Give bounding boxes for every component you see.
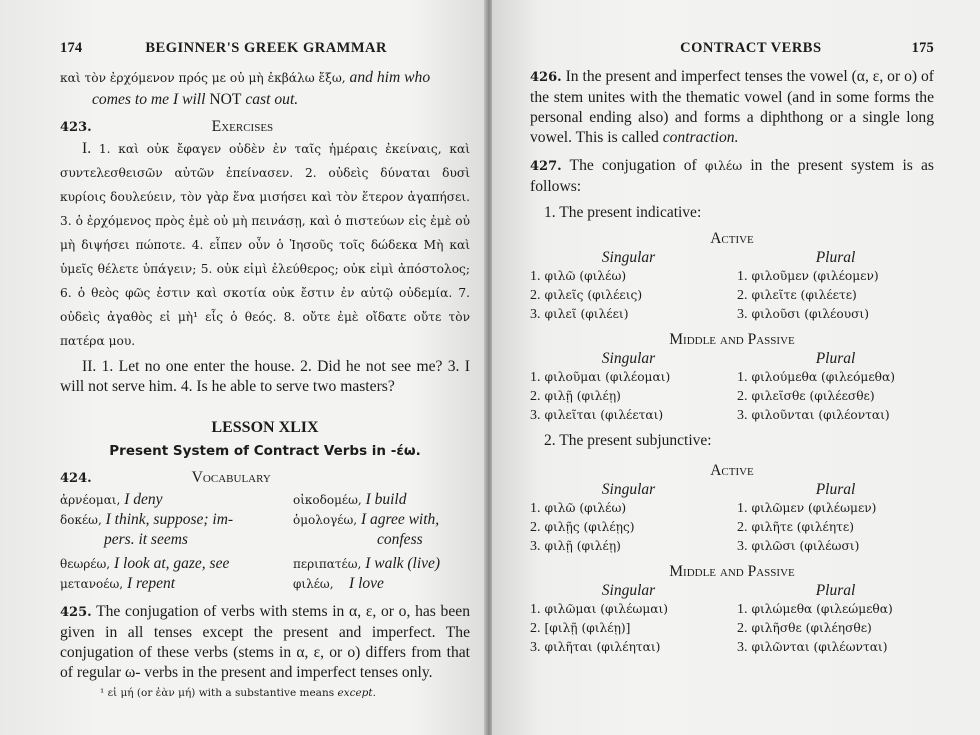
plural-forms — [737, 267, 934, 324]
verb-form: 3. φιλῆται (φιλέηται) — [530, 640, 661, 655]
verb-form: 1. φιλοῦμαι (φιλέομαι) — [530, 370, 671, 385]
verb-form: 1. φιλῶ (φιλέω) — [530, 269, 627, 284]
plural-forms — [737, 368, 934, 425]
verb-form: 3. φιλοῦνται (φιλέονται) — [737, 408, 890, 423]
plural-forms — [737, 600, 934, 657]
running-title-left: BEGINNER'S GREEK GRAMMAR — [145, 40, 387, 56]
vocab-entry: φιλέω, I love — [293, 575, 384, 592]
vocab-entry-continuation: pers. it seems — [104, 531, 188, 548]
page-number-right: 175 — [911, 40, 934, 56]
verb-form: 1. φιλῶμεν (φιλέωμεν) — [737, 501, 877, 516]
exercises-heading-row — [60, 116, 470, 137]
left-page-header — [60, 40, 470, 57]
singular-forms — [530, 499, 727, 556]
column-head-singular: Singular — [601, 350, 656, 367]
vocab-entry: ὁμολογέω, I agree with, — [293, 511, 440, 528]
section-425-number: 425. — [60, 605, 92, 620]
indicative-middle-table — [530, 349, 934, 425]
verb-form: 3. φιλεῖται (φιλέεται) — [530, 408, 664, 423]
footnote-greek: εἰ μή (or ἐὰν μή) — [107, 687, 196, 699]
plural-forms — [737, 499, 934, 556]
column-head-singular: Singular — [601, 582, 656, 599]
column-head-plural: Plural — [815, 350, 856, 367]
vocabulary-list — [60, 490, 470, 594]
lesson-subtitle: Present System of Contract Verbs in -έω. — [109, 443, 421, 459]
subjunctive-active-table — [530, 480, 934, 556]
indicative-active-voice: Active — [710, 230, 754, 247]
indicative-middle-voice: Middle and Passive — [669, 331, 795, 348]
exercises-part-one-label: I. — [82, 140, 92, 157]
column-head-plural: Plural — [815, 249, 856, 266]
verb-form: 2. φιλῇ (φιλέῃ) — [530, 389, 621, 404]
vocabulary-heading-row — [60, 467, 470, 488]
subjunctive-middle-voice: Middle and Passive — [669, 563, 795, 580]
section-427-text-after: in the present system is as follows: — [530, 157, 934, 195]
footnote-marker: ¹ — [100, 687, 105, 699]
running-title-right: CONTRACT VERBS — [680, 40, 822, 56]
verb-form: 2. φιλῇς (φιλέῃς) — [530, 520, 635, 535]
singular-forms — [530, 368, 727, 425]
exercises-part-one — [60, 137, 470, 353]
vocab-entry: μετανοέω, I repent — [60, 575, 176, 592]
verb-form: 2. φιλῆτε (φιλέητε) — [737, 520, 854, 535]
verb-form: 3. φιλεῖ (φιλέει) — [530, 307, 629, 322]
intro-translation-not: NOT — [209, 91, 242, 108]
indicative-label: 1. The present indicative: — [544, 204, 702, 221]
singular-forms — [530, 267, 727, 324]
indicative-active-table — [530, 248, 934, 324]
vocabulary-number: 424. — [60, 471, 92, 486]
section-425 — [60, 602, 470, 683]
section-426-italic: contraction. — [662, 129, 739, 146]
verb-form: 3. φιλοῦσι (φιλέουσι) — [737, 307, 869, 322]
subjunctive-label: 2. The present subjunctive: — [544, 432, 712, 449]
exercises-part-two: II. 1. Let no one enter the house. 2. Did he not see me? 3. I will not serve him. 4. Is he able to serve two masters? — [60, 358, 470, 395]
intro-passage — [60, 67, 470, 110]
exercises-number: 423. — [60, 120, 92, 135]
section-426-number: 426. — [530, 70, 562, 85]
vocab-entry: οἰκοδομέω, I build — [293, 491, 407, 508]
intro-greek: καὶ τὸν ἐρχόμενον πρός με οὐ μὴ ἐκβάλω ἔξω, — [60, 71, 346, 85]
column-head-singular: Singular — [601, 249, 656, 266]
left-page — [0, 0, 486, 735]
subjunctive-active-voice: Active — [710, 462, 754, 479]
verb-form: 2. φιλεῖτε (φιλέετε) — [737, 288, 857, 303]
verb-form: 3. φιλῇ (φιλέῃ) — [530, 539, 621, 554]
verb-form: 2. φιλεῖς (φιλέεις) — [530, 288, 643, 303]
right-page-header — [530, 40, 934, 57]
verb-form: 1. φιλῶμαι (φιλέωμαι) — [530, 602, 669, 617]
vocab-entry: δοκέω, I think, suppose; im- — [60, 511, 234, 528]
intro-translation-2: comes to me I will — [92, 91, 206, 108]
verb-form: 1. φιλώμεθα (φιλεώμεθα) — [737, 602, 893, 617]
verb-form: 1. φιλούμεθα (φιλεόμεθα) — [737, 370, 895, 385]
footnote — [60, 687, 470, 699]
vocabulary-heading: Vocabulary — [191, 469, 271, 486]
intro-translation-1: and him who — [349, 69, 431, 86]
footnote-italic: except. — [337, 687, 376, 699]
vocab-entry: θεωρέω, I look at, gaze, see — [60, 555, 230, 572]
lesson-title: LESSON XLIX — [211, 419, 319, 436]
verb-form: 1. φιλοῦμεν (φιλέομεν) — [737, 269, 879, 284]
singular-forms — [530, 600, 727, 657]
subjunctive-middle-table — [530, 581, 934, 657]
column-head-plural: Plural — [815, 481, 856, 498]
section-426 — [530, 67, 934, 148]
verb-form: 1. φιλῶ (φιλέω) — [530, 501, 627, 516]
section-427-number: 427. — [530, 159, 562, 174]
vocab-entry-continuation: confess — [377, 531, 423, 548]
exercises-part-one-text: 1. καὶ οὐκ ἔφαγεν οὐδὲν ἐν ταῖς ἡμέραις ἐκείναις, καὶ συντελεσθεισῶν αὐτῶν ἐπείνασεν. 2. οὐδεὶς δύναται δυσὶ κυρίοις δουλεύειν, τὸν γὰρ ἕνα μισήσει καὶ τὸν ἕτερον ἀγαπήσει. 3. ὁ ἐρχόμενος πρὸς ἐμὲ οὐ μὴ πεινάσῃ, καὶ ὁ πιστεύων εἰς ἐμὲ οὐ μὴ διψήσει πώποτε. 4. εἶπεν οὖν ὁ Ἰησοῦς τοῖς δώδεκα Μὴ καὶ ὑμεῖς θέλετε ὑπάγειν; 5. οὐκ εἰμὶ ἐλεύθερος; οὐκ εἰμὶ ἀπόστολος; 6. ὁ θεὸς φῶς ἐστιν καὶ σκοτία οὐκ ἔστιν ἐν αὐτῷ οὐδεμία. 7. οὐδεὶς ἀγαθὸς εἰ μὴ¹ εἷς ὁ θεός. 8. οὔτε ἐμὲ οἴδατε οὔτε τὸν πατέρα μου. — [60, 142, 470, 348]
column-head-plural: Plural — [815, 582, 856, 599]
verb-form: 2. φιλῆσθε (φιλέησθε) — [737, 621, 872, 636]
section-427-greek: φιλέω — [704, 159, 743, 173]
section-425-text: The conjugation of verbs with stems in α, ε, or ο, has been given in all tenses except the present and imperfect. The conjugation of these verbs (stems in α, ε, or ο) differs from that of regular ω- verbs in the present and imperfect tenses only. — [60, 603, 470, 681]
exercises-heading: Exercises — [211, 118, 274, 135]
page-number-left: 174 — [60, 40, 83, 56]
footnote-text: with a substantive means — [198, 687, 335, 699]
vocab-entry: ἀρνέομαι, I deny — [60, 491, 163, 508]
intro-translation-3: cast out. — [245, 91, 299, 108]
verb-form: 3. φιλῶνται (φιλέωνται) — [737, 640, 888, 655]
column-head-singular: Singular — [601, 481, 656, 498]
vocab-entry: περιπατέω, I walk (live) — [293, 555, 441, 572]
right-page — [492, 0, 980, 735]
section-427-text-before: The conjugation of — [569, 157, 697, 174]
verb-form: 3. φιλῶσι (φιλέωσι) — [737, 539, 860, 554]
section-427 — [530, 156, 934, 197]
section-426-text: In the present and imperfect tenses the vowel (α, ε, or ο) of the stem unites with the thematic vowel (and in some forms the personal ending also) and forms a diphthong or a single long vowel. This is called — [530, 68, 934, 146]
verb-form: 2. φιλεῖσθε (φιλέεσθε) — [737, 389, 875, 404]
verb-form: 2. [φιλῇ (φιλέῃ)] — [530, 621, 631, 636]
